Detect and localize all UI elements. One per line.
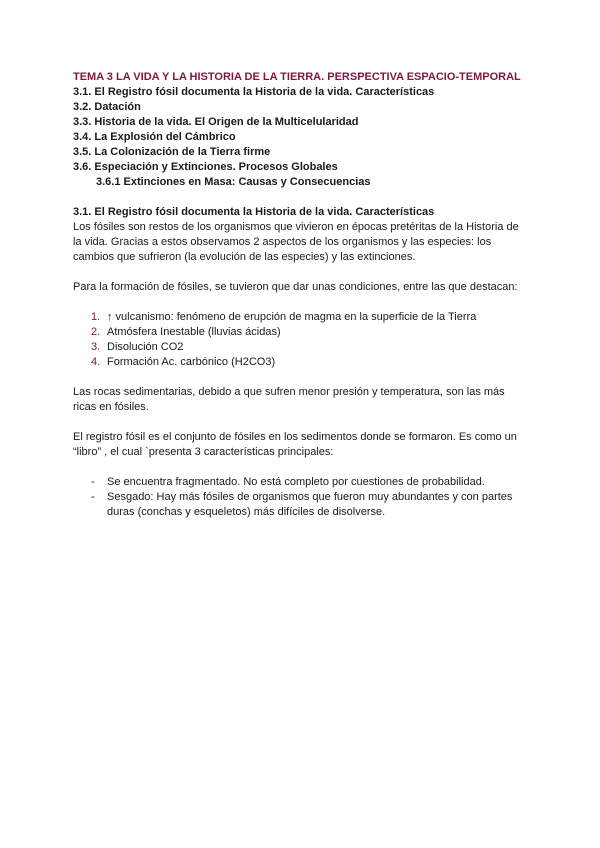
list-number: 3. [91,341,101,353]
intro-paragraph: Los fósiles son restos de los organismos que vivieron en épocas pretéritas de la Historia de la vida. Gracias a estos observamos 2 aspectos de los organismos y las especies: los cambios que sufrieron (la evolución de las especies) y las extinciones. [73,221,519,263]
list-item-text: Se encuentra fragmentado. No está completo por cuestiones de probabilidad. [107,476,485,488]
list-item [73,490,530,520]
list-item [73,475,530,490]
list-item-text: Formación Ac. carbónico (H2CO3) [107,356,276,368]
toc-item: 3.6. Especiación y Extinciones. Procesos Globales [73,161,338,173]
toc-item: 3.2. Datación [73,101,141,113]
toc-item: 3.1. El Registro fósil documenta la Historia de la vida. Características [73,86,435,98]
sedimentary-paragraph: Las rocas sedimentarias, debido a que sufren menor presión y temperatura, son las más ricas en fósiles. [73,386,505,413]
list-item-text: Atmósfera Inestable (lluvias ácidas) [107,326,281,338]
list-number: 4. [91,356,101,368]
list-dash: - [91,476,95,488]
characteristics-list [73,475,530,520]
conditions-intro: Para la formación de fósiles, se tuvieron que dar unas condiciones, entre las que destacan: [73,281,518,293]
list-item-text: ↑ vulcanismo: fenómeno de erupción de magma en la superficie de la Tierra [107,311,477,323]
toc-subitem: 3.6.1 Extinciones en Masa: Causas y Consecuencias [96,176,371,188]
list-item [73,340,530,355]
document-title: TEMA 3 LA VIDA Y LA HISTORIA DE LA TIERRA. PERSPECTIVA ESPACIO-TEMPORAL [73,71,521,83]
list-item-text: Sesgado: Hay más fósiles de organismos que fueron muy abundantes y con partes duras (conchas y esqueletos) más difíciles de disolverse. [107,491,513,518]
section-heading: 3.1. El Registro fósil documenta la Historia de la vida. Características [73,206,435,218]
list-dash: - [91,491,95,503]
conditions-list [73,310,530,370]
toc-item: 3.5. La Colonización de la Tierra firme [73,146,271,158]
toc-item: 3.4. La Explosión del Cámbrico [73,131,236,143]
list-item [73,355,530,370]
list-item-text: Disolución CO2 [107,341,184,353]
list-number: 1. [91,311,101,323]
list-item [73,325,530,340]
table-of-contents [73,85,530,190]
toc-item: 3.3. Historia de la vida. El Origen de la Multicelularidad [73,116,359,128]
list-item [73,310,530,325]
record-intro-paragraph: El registro fósil es el conjunto de fósiles en los sedimentos donde se formaron. Es como un “libro” , el cual `presenta 3 características principales: [73,431,517,458]
list-number: 2. [91,326,101,338]
